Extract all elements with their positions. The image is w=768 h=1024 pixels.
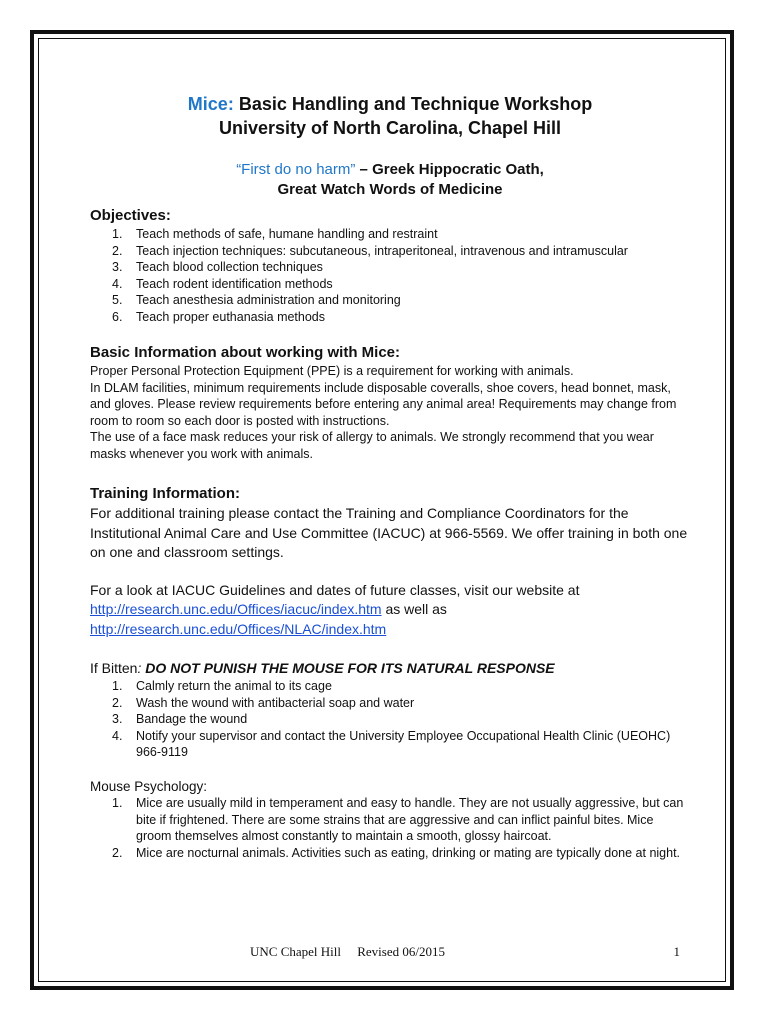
quote-line2: Great Watch Words of Medicine: [277, 181, 503, 198]
training-p1: For additional training please contact the Training and Compliance Coordinators for the Institutional Animal Care and Use Committee (IACUC) at 966-5569. We offer training in both one on one and classroom settings.: [90, 505, 688, 560]
list-item: 1. Calmly return the animal to its cage: [112, 679, 332, 693]
title-rest: Basic Handling and Technique Workshop: [233, 94, 593, 114]
list-item: 1. Mice are usually mild in temperament and easy to handle. They are not usually aggressive, but can bite if frightened. There are some strains that are aggressive and can inflict painful bites. Mice groom themselves almost constantly to maintain a smooth, glossy haircoat.: [112, 796, 684, 843]
footer-text: UNC Chapel Hill Revised 06/2015: [250, 944, 445, 959]
list-item: 1. Teach methods of safe, humane handling and restraint: [112, 227, 438, 241]
basic-info-heading: Basic Information about working with Mice:: [90, 344, 401, 361]
list-item: 3. Teach blood collection techniques: [112, 260, 323, 274]
quote: [90, 160, 690, 200]
quote-text: “First do no harm”: [236, 161, 356, 178]
list-item: 2. Wash the wound with antibacterial soap and water: [112, 695, 415, 710]
basic-info-p3: The use of a face mask reduces your risk of allergy to animals. We strongly recommend that you wear masks whenever you work with animals.: [90, 430, 654, 461]
objectives-list: [90, 226, 690, 325]
page-number: 1: [673, 944, 680, 959]
page-title: [90, 92, 690, 116]
list-item: 2. Teach injection techniques: subcutaneous, intraperitoneal, intravenous and intramuscular: [112, 243, 628, 258]
bitten-emphasis: DO NOT PUNISH THE MOUSE FOR ITS NATURAL RESPONSE: [145, 660, 555, 676]
page-footer: [250, 944, 680, 960]
training-p2: For a look at IACUC Guidelines and dates of future classes, visit our website at: [90, 581, 580, 598]
psychology-heading: Mouse Psychology:: [90, 778, 208, 794]
page-subtitle: University of North Carolina, Chapel Hill: [218, 118, 562, 138]
title-accent: Mice:: [187, 94, 234, 114]
list-item: 4. Notify your supervisor and contact the University Employee Occupational Health Clinic (UEOHC) 966-9119: [112, 728, 671, 759]
document-body: [90, 92, 690, 861]
bitten-heading: If Bitten: DO NOT PUNISH THE MOUSE FOR ITS NATURAL RESPONSE: [90, 660, 555, 676]
basic-info-p2: In DLAM facilities, minimum requirements include disposable coveralls, shoe covers, head bonnet, mask, and gloves. Please review requirements before entering any animal area! Requirements may change from room to room so each door is posted with instructions.: [90, 380, 677, 428]
list-item: 2. Mice are nocturnal animals. Activities such as eating, drinking or mating are typically done at night.: [112, 845, 681, 860]
iacuc-link[interactable]: http://research.unc.edu/Offices/iacuc/index.htm: [90, 601, 382, 617]
list-item: 5. Teach anesthesia administration and monitoring: [112, 293, 401, 307]
basic-info-p1: Proper Personal Protection Equipment (PPE) is a requirement for working with animals.: [90, 364, 574, 378]
bitten-list: [90, 678, 690, 761]
quote-source: – Greek Hippocratic Oath,: [355, 161, 544, 178]
training-heading: Training Information:: [90, 485, 240, 502]
training-section: [90, 504, 690, 639]
psychology-list: [90, 795, 690, 861]
nlac-link[interactable]: http://research.unc.edu/Offices/NLAC/index.htm: [90, 620, 387, 637]
list-item: 3. Bandage the wound: [112, 712, 248, 726]
objectives-heading: Objectives:: [90, 207, 171, 224]
list-item: 6. Teach proper euthanasia methods: [112, 309, 326, 324]
list-item: 4. Teach rodent identification methods: [112, 276, 333, 291]
training-links: http://research.unc.edu/Offices/iacuc/index.htm as well as: [90, 601, 447, 617]
